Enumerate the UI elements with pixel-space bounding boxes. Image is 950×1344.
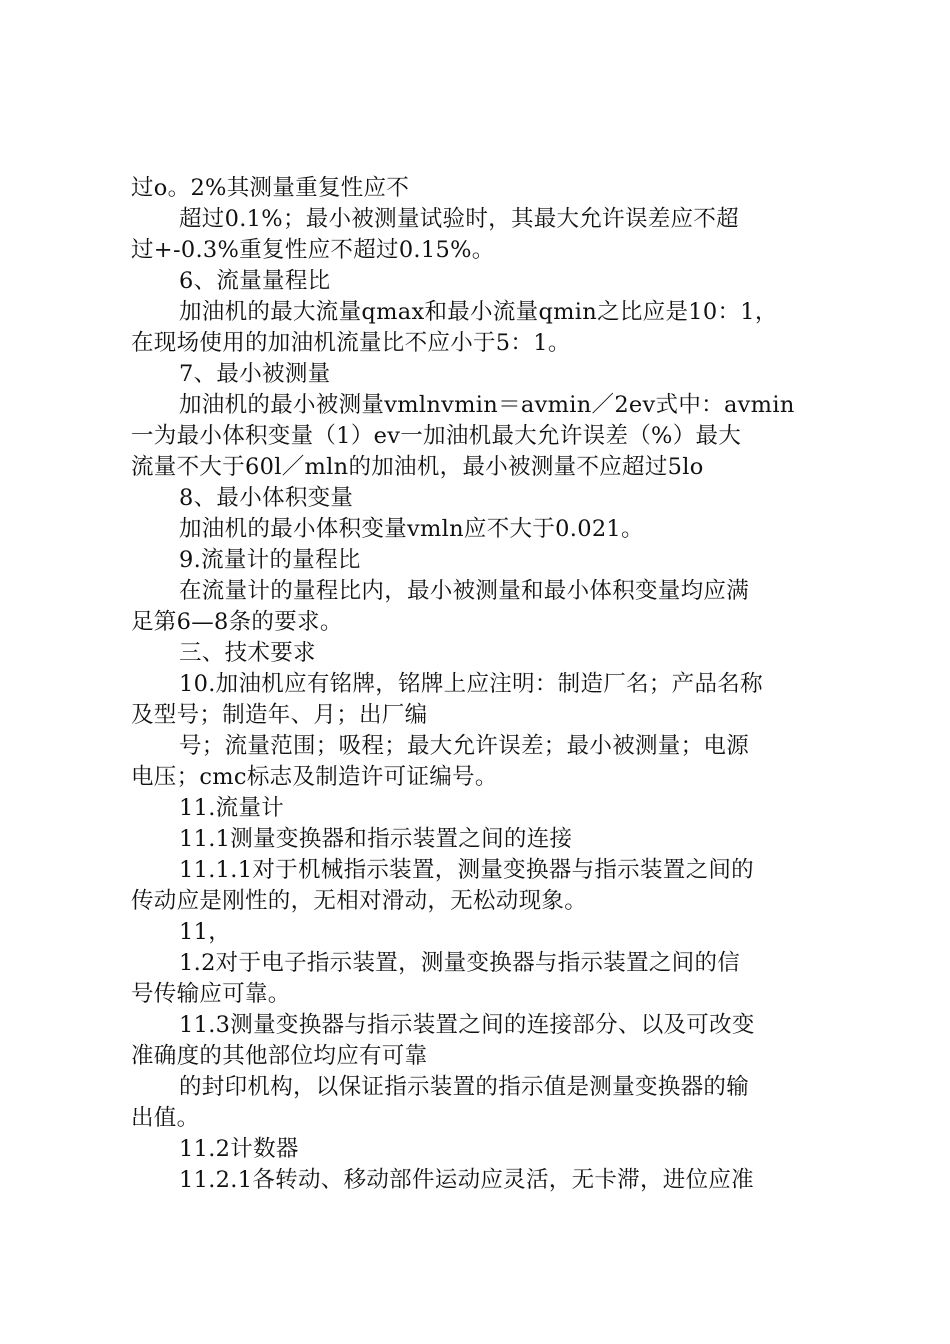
text-line: 11.流量计 <box>179 795 285 821</box>
text-line: 准确度的其他部位均应有可靠 <box>131 1043 428 1069</box>
text-line: 号；流量范围；吸程；最大允许误差；最小被测量；电源 <box>179 733 750 759</box>
text-line: 过+-0.3%重复性应不超过0.15%。 <box>131 237 495 263</box>
text-line: 一为最小体积变量（1）ev一加油机最大允许误差（%）最大 <box>131 423 742 449</box>
text-line: 号传输应可靠。 <box>131 981 291 1007</box>
text-line: 电压；cmc标志及制造许可证编号。 <box>131 764 498 790</box>
text-line: 加油机的最小体积变量vmln应不大于0.021。 <box>179 516 644 542</box>
text-line: 11.3测量变换器与指示装置之间的连接部分、以及可改变 <box>179 1012 755 1038</box>
text-line: 在流量计的量程比内，最小被测量和最小体积变量均应满 <box>179 578 750 604</box>
text-line: 过o。2%其测量重复性应不 <box>131 175 410 201</box>
text-line: 11.1.1对于机械指示装置，测量变换器与指示装置之间的 <box>179 857 754 883</box>
text-line: 1.2对于电子指示装置，测量变换器与指示装置之间的信 <box>179 950 741 976</box>
text-line: 及型号；制造年、月；出厂编 <box>131 702 428 728</box>
text-line: 11， <box>179 919 232 945</box>
text-line: 三、技术要求 <box>179 640 316 666</box>
text-line: 流量不大于60l／mln的加油机，最小被测量不应超过5lo <box>131 454 704 480</box>
text-line: 7、最小被测量 <box>179 361 331 387</box>
text-line: 6、流量量程比 <box>179 268 331 294</box>
text-line: 加油机的最大流量qmax和最小流量qmin之比应是10：1， <box>179 299 778 325</box>
text-line: 9.流量计的量程比 <box>179 547 361 573</box>
text-line: 11.1测量变换器和指示装置之间的连接 <box>179 826 573 852</box>
text-line: 的封印机构，以保证指示装置的指示值是测量变换器的输 <box>179 1074 750 1100</box>
text-line: 超过0.1%；最小被测量试验时，其最大允许误差应不超 <box>179 206 739 232</box>
text-line: 11.2.1各转动、移动部件运动应灵活，无卡滞，进位应准 <box>179 1167 754 1193</box>
text-line: 传动应是刚性的，无相对滑动，无松动现象。 <box>131 888 588 914</box>
text-line: 出值。 <box>131 1105 200 1131</box>
text-line: 10.加油机应有铭牌，铭牌上应注明：制造厂名；产品名称 <box>179 671 763 697</box>
text-line: 11.2计数器 <box>179 1136 299 1162</box>
text-line: 在现场使用的加油机流量比不应小于5：1。 <box>131 330 571 356</box>
text-line: 加油机的最小被测量vmlnvmin＝avmin／2ev式中：avmin <box>179 392 795 418</box>
text-line: 足第6—8条的要求。 <box>131 609 343 635</box>
text-line: 8、最小体积变量 <box>179 485 354 511</box>
document-body <box>131 173 831 1196</box>
